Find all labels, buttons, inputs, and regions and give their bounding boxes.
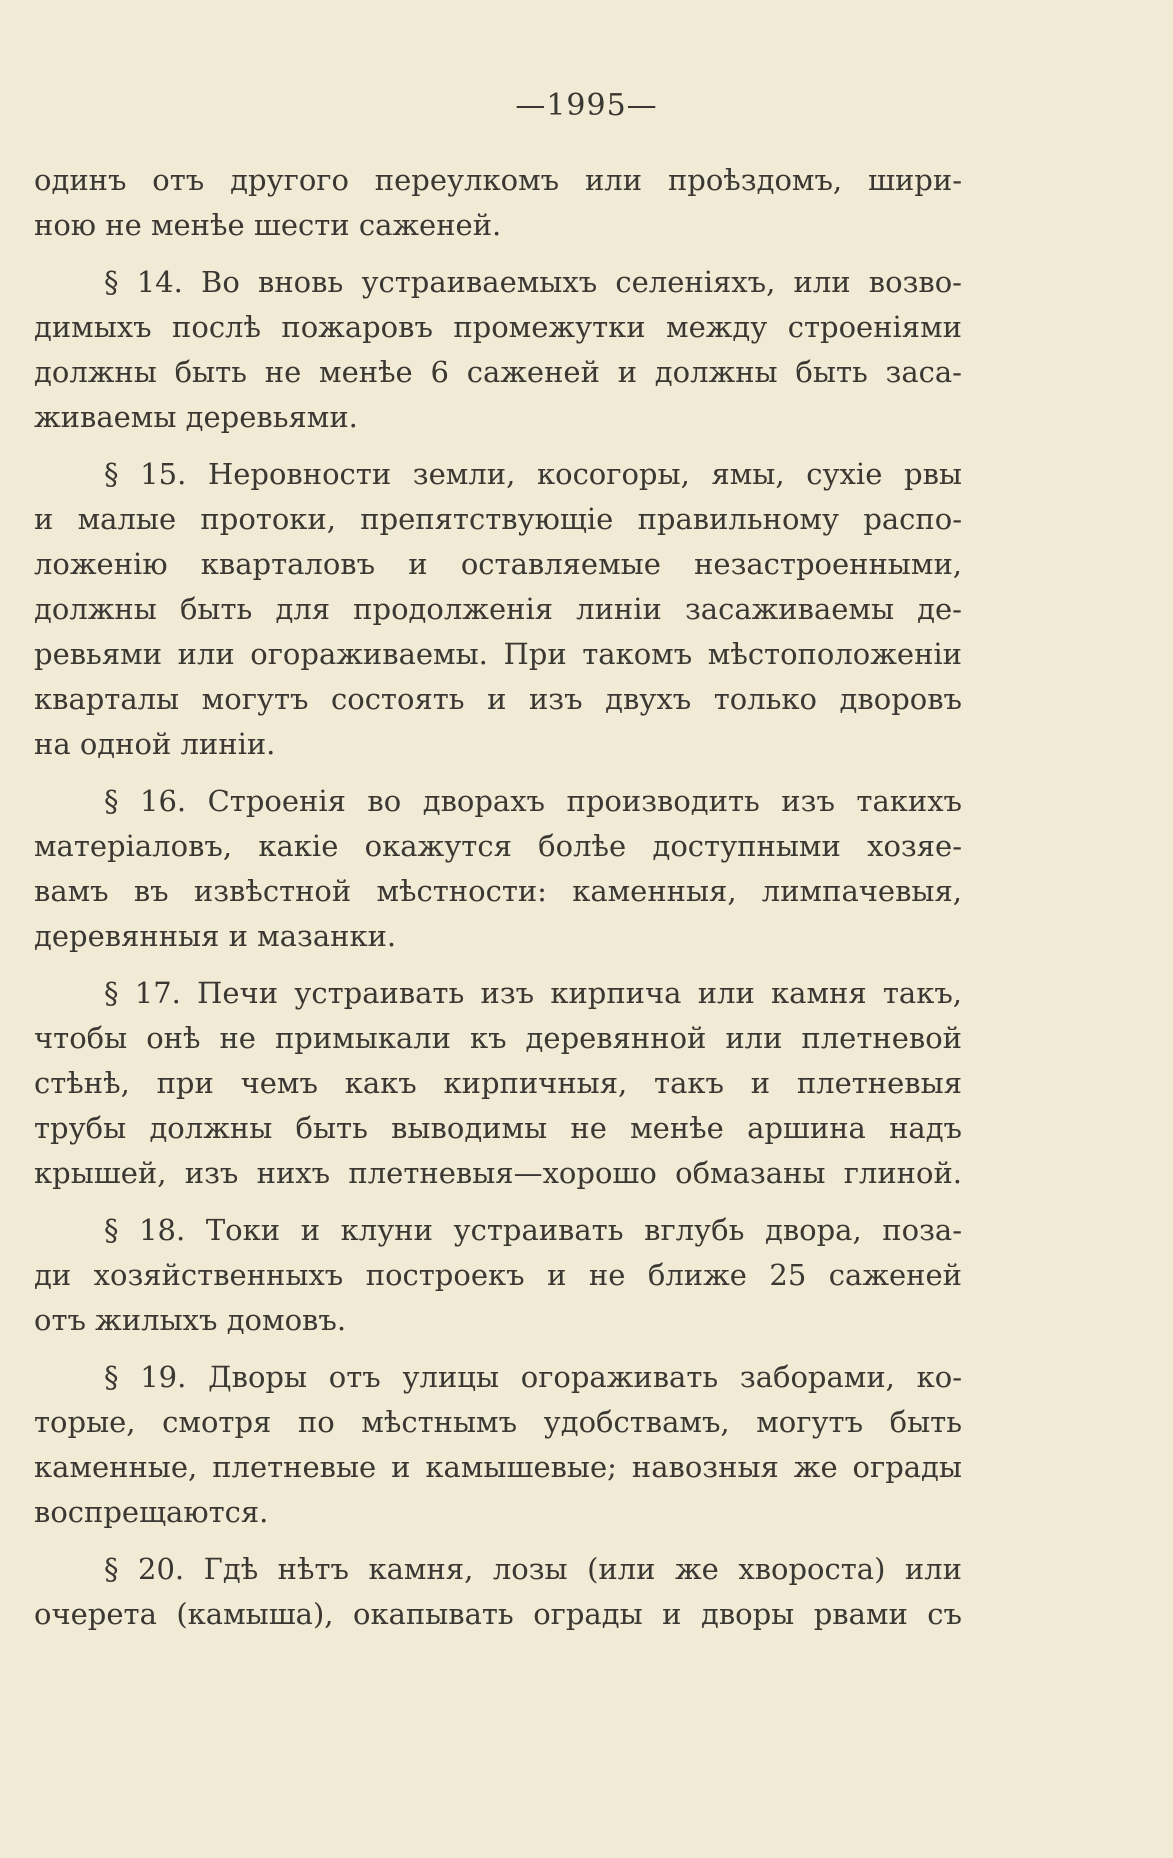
text-line: чтобы онѣ не примыкали къ деревянной или плетневой <box>34 1021 962 1055</box>
text-line: вамъ въ извѣстной мѣстности: каменныя, лимпачевыя, <box>34 874 962 908</box>
body-text <box>34 158 962 1637</box>
text-line: и малые протоки, препятствующіе правильному распо- <box>34 502 962 536</box>
paragraph-section-15 <box>34 452 962 767</box>
text-line: торые, смотря по мѣстнымъ удобствамъ, могутъ быть <box>34 1405 962 1439</box>
text-line: живаемы деревьями. <box>34 400 358 434</box>
text-line: § 19. Дворы отъ улицы огораживать заборами, ко- <box>104 1360 962 1394</box>
paragraph-section-17 <box>34 971 962 1196</box>
text-line: должны быть не менѣе 6 саженей и должны быть заса- <box>34 355 962 389</box>
text-line: ревьями или огораживаемы. При такомъ мѣстоположеніи <box>34 637 962 671</box>
text-line: ди хозяйственныхъ построекъ и не ближе 25 саженей <box>34 1258 962 1292</box>
text-line: деревянныя и мазанки. <box>34 919 397 953</box>
paragraph-section-14 <box>34 260 962 440</box>
text-line: крышей, изъ нихъ плетневыя—хорошо обмазаны глиной. <box>34 1156 962 1190</box>
text-line: § 17. Печи устраивать изъ кирпича или камня такъ, <box>104 976 962 1010</box>
text-line: § 20. Гдѣ нѣтъ камня, лозы (или же хвороста) или <box>104 1552 962 1586</box>
text-line: ложенію кварталовъ и оставляемые незастроенными, <box>34 547 962 581</box>
page-number: —1995— <box>515 88 658 123</box>
text-line: матеріаловъ, какіе окажутся болѣе доступными хозяе- <box>34 829 962 863</box>
paragraph-section-19 <box>34 1355 962 1535</box>
text-line: отъ жилыхъ домовъ. <box>34 1303 347 1337</box>
text-line: стѣнѣ, при чемъ какъ кирпичныя, такъ и плетневыя <box>34 1066 962 1100</box>
text-line: очерета (камыша), окапывать ограды и дворы рвами съ <box>34 1597 962 1631</box>
text-line: кварталы могутъ состоять и изъ двухъ только дворовъ <box>34 682 962 716</box>
text-line: § 18. Токи и клуни устраивать вглубь двора, поза- <box>104 1213 962 1247</box>
text-line: § 16. Строенія во дворахъ производить изъ такихъ <box>104 784 962 818</box>
text-line: на одной линіи. <box>34 727 276 761</box>
paragraph-section-16 <box>34 779 962 959</box>
paragraph <box>34 158 962 248</box>
text-line: должны быть для продолженія линіи засаживаемы де- <box>34 592 962 626</box>
text-line: воспрещаются. <box>34 1495 269 1529</box>
text-line: § 14. Во вновь устраиваемыхъ селеніяхъ, или возво- <box>104 265 962 299</box>
text-line: каменные, плетневые и камышевые; навозныя же ограды <box>34 1450 962 1484</box>
text-line: димыхъ послѣ пожаровъ промежутки между строеніями <box>34 310 962 344</box>
paragraph-section-20 <box>34 1547 962 1637</box>
text-line: трубы должны быть выводимы не менѣе аршина надъ <box>34 1111 962 1145</box>
text-line: одинъ отъ другого переулкомъ или проѣздомъ, шири- <box>34 163 962 197</box>
text-line: ною не менѣе шести саженей. <box>34 208 502 242</box>
paragraph-section-18 <box>34 1208 962 1343</box>
text-line: § 15. Неровности земли, косогоры, ямы, сухіе рвы <box>104 457 962 491</box>
